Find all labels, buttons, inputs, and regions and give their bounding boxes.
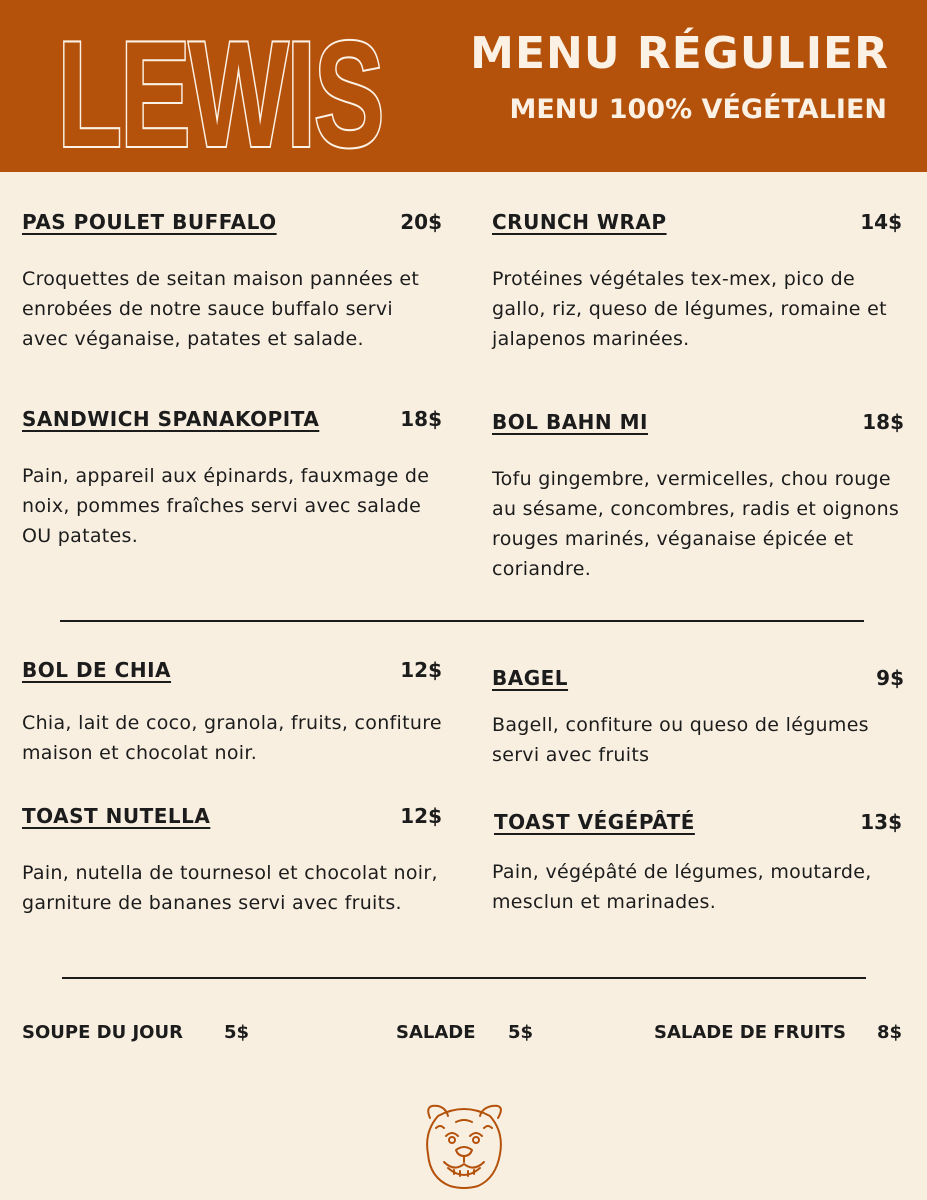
extra-salade-fruits-price: 8$ — [877, 1022, 903, 1043]
item-description: Pain, végépâté de légumes, moutarde, mesclun et marinades. — [492, 861, 872, 913]
bulldog-icon — [416, 1098, 512, 1190]
item-name: TOAST NUTELLA — [22, 804, 211, 828]
extra-salade-price: 5$ — [508, 1022, 534, 1043]
menu-subtitle: MENU 100% VÉGÉTALIEN — [509, 94, 887, 125]
lewis-logo-graphic — [40, 14, 400, 164]
extra-soupe-name: SOUPE DU JOUR — [22, 1022, 183, 1043]
item-name: SANDWICH SPANAKOPITA — [22, 407, 320, 431]
item-name: TOAST VÉGÉPÂTÉ — [494, 810, 695, 834]
item-description: Chia, lait de coco, granola, fruits, confiture maison et chocolat noir. — [22, 712, 442, 764]
section-divider — [62, 977, 866, 979]
item-description: Croquettes de seitan maison pannées et enrobées de notre sauce buffalo servi avec véganaise, patates et salade. — [22, 268, 420, 350]
extra-salade-name: SALADE — [396, 1022, 476, 1043]
item-name: BOL DE CHIA — [22, 658, 172, 682]
extra-soupe-price: 5$ — [224, 1022, 250, 1043]
item-price: 18$ — [400, 407, 442, 431]
item-price: 13$ — [860, 810, 902, 834]
item-name: PAS POULET BUFFALO — [22, 210, 277, 234]
logo-text: LEWIS — [57, 14, 383, 164]
item-name: BOL BAHN MI — [492, 410, 648, 434]
item-description: Pain, nutella de tournesol et chocolat noir, garniture de bananes servi avec fruits. — [22, 862, 438, 914]
item-name: BAGEL — [492, 666, 569, 690]
item-description: Bagell, confiture ou queso de légumes servi avec fruits — [492, 714, 869, 766]
header-banner — [0, 0, 927, 172]
extra-salade-fruits-name: SALADE DE FRUITS — [654, 1022, 847, 1043]
item-description: Tofu gingembre, vermicelles, chou rouge au sésame, concombres, radis et oignons rouges marinés, véganaise épicée et coriandre. — [492, 468, 900, 580]
item-price: 18$ — [862, 410, 904, 434]
section-divider — [60, 620, 864, 622]
item-price: 20$ — [400, 210, 442, 234]
item-name: CRUNCH WRAP — [492, 210, 667, 234]
item-description: Pain, appareil aux épinards, fauxmage de noix, pommes fraîches servi avec salade OU patates. — [22, 465, 430, 547]
item-price: 14$ — [860, 210, 902, 234]
item-price: 12$ — [400, 658, 442, 682]
item-description: Protéines végétales tex-mex, pico de gallo, riz, queso de légumes, romaine et jalapenos marinées. — [492, 268, 887, 350]
item-price: 9$ — [876, 666, 904, 690]
item-price: 12$ — [400, 804, 442, 828]
menu-title: MENU RÉGULIER — [470, 28, 889, 79]
lewis-logo — [40, 14, 400, 164]
